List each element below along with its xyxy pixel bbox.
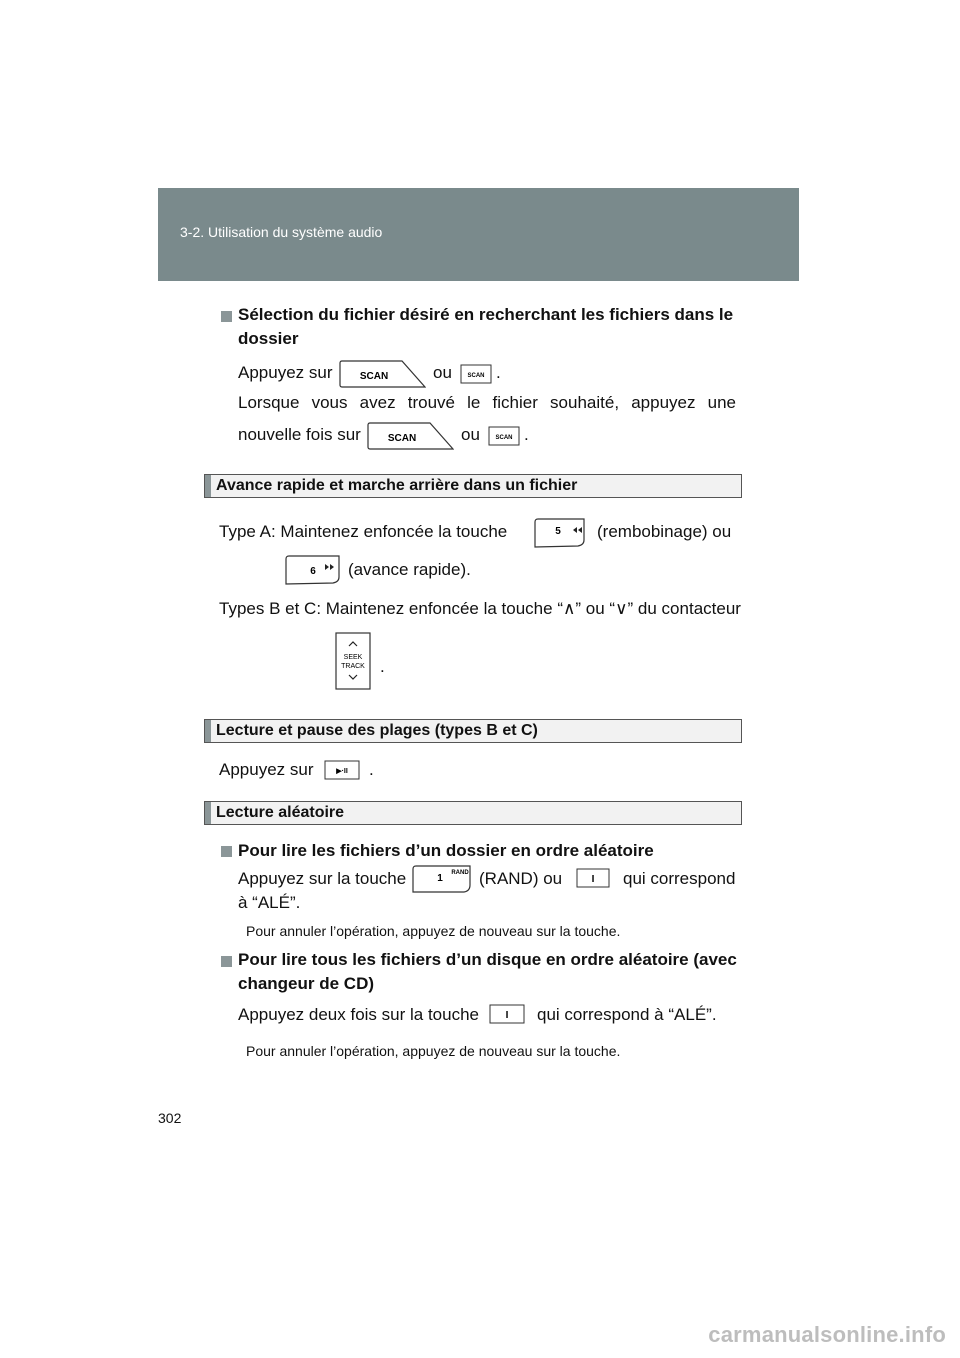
folder-search-line2-text: Lorsque vous avez trouvé le fichier souhaité, appuyez une xyxy=(238,393,736,412)
play-pause-label: ▶·II xyxy=(336,768,348,775)
section-title-bar xyxy=(204,801,742,825)
bullet-square-icon xyxy=(221,846,232,857)
random-folder-line1-text: Appuyez sur la touche xyxy=(238,869,407,888)
section-title-ffrew: Avance rapide et marche arrière dans un fichier xyxy=(216,477,578,494)
ff-number: 6 xyxy=(310,566,316,577)
section-title-random: Lecture aléatoire xyxy=(216,804,345,821)
subheading-random-folder: Pour lire les fichiers d’un dossier en ordre aléatoire xyxy=(238,841,654,860)
chapter-title: 3-2. Utilisation du système audio xyxy=(180,224,383,240)
text-correspond: qui correspond xyxy=(623,869,736,888)
seek-label: SEEK xyxy=(343,654,363,661)
typeBC-text: Types B et C: Maintenez enfoncée la touche “∧” ou “∨” du contacteur xyxy=(219,599,741,618)
one-button-icon xyxy=(489,1004,525,1024)
one-label: I xyxy=(591,874,595,885)
bullet-square-icon xyxy=(221,956,232,967)
text-correspond-ale: qui correspond à “ALÉ”. xyxy=(537,1005,717,1024)
rewind-number: 5 xyxy=(555,526,561,537)
scan-label: SCAN xyxy=(359,371,389,382)
scan-button-large-icon xyxy=(366,422,454,450)
text-period: . xyxy=(496,363,501,382)
note-cancel: Pour annuler l’opération, appuyez de nouveau sur la touche. xyxy=(246,923,621,939)
seek-track-switch-icon xyxy=(335,632,371,690)
note-cancel: Pour annuler l’opération, appuyez de nouveau sur la touche. xyxy=(246,1043,621,1059)
rand-label: RAND xyxy=(451,870,469,876)
scan-button-large-icon xyxy=(338,360,426,388)
scan-label: SCAN xyxy=(387,433,417,444)
text-period: . xyxy=(380,657,385,676)
one-label: I xyxy=(505,1010,509,1021)
rand-button-icon xyxy=(412,865,472,893)
bullet-square-icon xyxy=(221,311,232,322)
rewind-button-icon xyxy=(534,518,586,548)
subheading-random-disc: Pour lire tous les fichiers d’un disque en ordre aléatoire (avec xyxy=(238,950,737,969)
text-ale: à “ALÉ”. xyxy=(238,893,301,912)
folder-search-line3-text: nouvelle fois sur xyxy=(238,425,361,444)
scan-button-small-icon xyxy=(460,364,492,384)
page-number: 302 xyxy=(158,1110,182,1126)
subheading-folder-search-line2: dossier xyxy=(238,329,299,348)
scan-button-small-icon xyxy=(488,426,520,446)
folder-search-line1-text: Appuyez sur xyxy=(238,363,333,382)
section-accent xyxy=(205,802,211,824)
subheading-folder-search: Sélection du fichier désiré en recherchant les fichiers dans le xyxy=(238,305,734,324)
track-label: TRACK xyxy=(341,663,365,670)
typeA-ff-text: (avance rapide). xyxy=(348,560,471,579)
rand-text: (RAND) ou xyxy=(479,869,563,888)
section-title-bar xyxy=(204,474,742,498)
typeA-rewind-text: (rembobinage) ou xyxy=(597,522,732,541)
random-disc-line-text: Appuyez deux fois sur la touche xyxy=(238,1005,479,1024)
section-accent xyxy=(205,475,211,497)
text-ou: ou xyxy=(461,425,480,444)
text-period: . xyxy=(524,425,529,444)
fast-forward-button-icon xyxy=(285,555,341,585)
play-pause-button-icon xyxy=(324,760,360,780)
section-title-playpause: Lecture et pause des plages (types B et C) xyxy=(216,722,538,739)
playpause-text: Appuyez sur xyxy=(219,760,314,779)
rand-number: 1 xyxy=(437,873,443,884)
text-period: . xyxy=(369,760,374,779)
section-title-bar xyxy=(204,719,742,743)
typeA-text: Type A: Maintenez enfoncée la touche xyxy=(219,522,508,541)
watermark: carmanualsonline.info xyxy=(708,1322,946,1347)
subheading-random-disc-line2: changeur de CD) xyxy=(238,974,375,993)
chapter-header xyxy=(158,188,799,281)
one-button-icon xyxy=(576,868,610,888)
scan-small-label: SCAN xyxy=(495,435,513,441)
scan-small-label: SCAN xyxy=(467,373,485,379)
section-accent xyxy=(205,720,211,742)
text-ou: ou xyxy=(433,363,452,382)
